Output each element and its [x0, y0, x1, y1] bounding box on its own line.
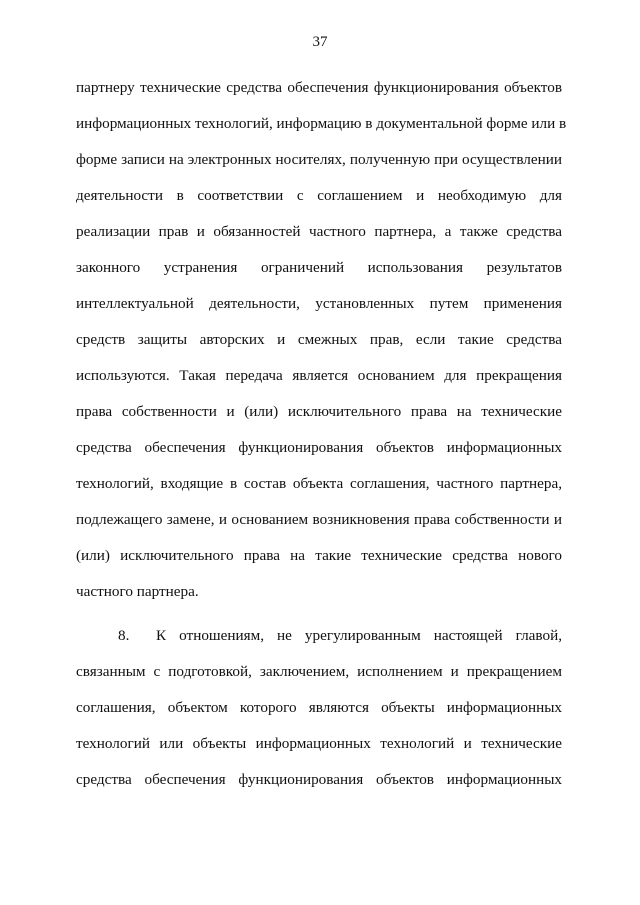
text-line: партнеру технические средства обеспечения функционирования объектов: [76, 79, 562, 96]
text-line: реализации прав и обязанностей частного партнера, а также средства: [76, 223, 562, 240]
text-line: используются. Такая передача является основанием для прекращения: [76, 367, 562, 384]
text-line: технологий, входящие в состав объекта соглашения, частного партнера,: [76, 475, 562, 492]
page-number: 37: [312, 34, 328, 50]
document-body: [76, 70, 567, 798]
text-line: средств защиты авторских и смежных прав, если такие средства: [76, 331, 562, 348]
text-line: средства обеспечения функционирования объектов информационных: [76, 771, 562, 788]
text-line: (или) исключительного права на такие технические средства нового: [76, 547, 562, 564]
text-line-first: [76, 618, 562, 654]
text-line: связанным с подготовкой, заключением, исполнением и прекращением: [76, 663, 562, 680]
text-line: средства обеспечения функционирования объектов информационных: [76, 439, 562, 456]
text-line: интеллектуальной деятельности, установленных путем применения: [76, 295, 562, 312]
text-line: права собственности и (или) исключительного права на технические: [76, 403, 562, 420]
text-line: деятельности в соответствии с соглашением и необходимую для: [76, 187, 562, 204]
text-line: подлежащего замене, и основанием возникновения права собственности и: [76, 511, 562, 528]
paragraph-8: [76, 618, 562, 798]
paragraph-first-line-text: К отношениям, не урегулированным настоящей главой,: [156, 627, 562, 644]
paragraph-number: 8.: [118, 627, 130, 644]
text-line: технологий или объекты информационных технологий и технические: [76, 735, 562, 752]
paragraph-spacer: [76, 610, 562, 618]
text-line: частного партнера.: [76, 583, 199, 600]
text-line: законного устранения ограничений использования результатов: [76, 259, 562, 276]
text-line: форме записи на электронных носителях, полученную при осуществлении: [76, 151, 562, 168]
paragraph-continuation: [76, 70, 567, 610]
text-line: соглашения, объектом которого являются объекты информационных: [76, 699, 562, 716]
text-line: информационных технологий, информацию в документальной форме или в: [76, 115, 567, 132]
